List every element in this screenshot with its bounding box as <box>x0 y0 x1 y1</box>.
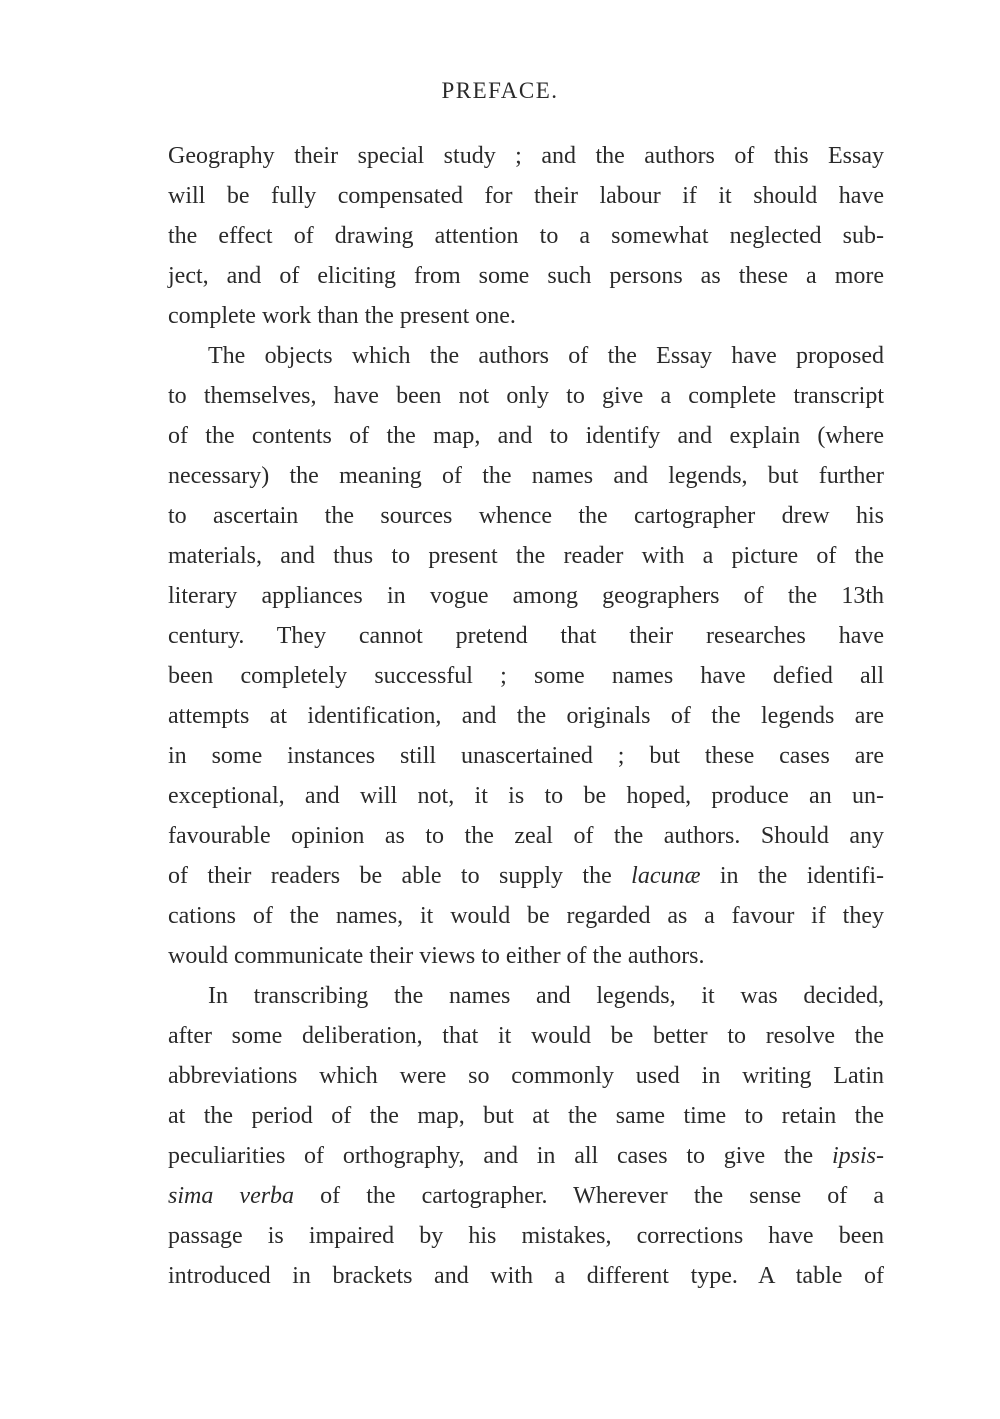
text-line: cations of the names, it would be regarded as a favour if they <box>168 903 884 929</box>
text-line: century. They cannot pretend that their researches have <box>168 623 884 649</box>
text-line: of the contents of the map, and to identify and explain (where <box>168 423 884 449</box>
text-line: introduced in brackets and with a different type. A table of <box>168 1263 884 1289</box>
text-line: complete work than the present one. <box>168 303 516 329</box>
text-line: would communicate their views to either of the authors. <box>168 943 705 969</box>
text-line: exceptional, and will not, it is to be hoped, produce an un- <box>168 783 884 809</box>
text-line: to ascertain the sources whence the cartographer drew his <box>168 503 884 529</box>
text-line: attempts at identification, and the originals of the legends are <box>168 703 884 729</box>
text-line: of their readers be able to supply the lacunæ in the identifi- <box>168 863 885 889</box>
text-line: abbreviations which were so commonly used in writing Latin <box>168 1063 884 1089</box>
text-line: at the period of the map, but at the same time to retain the <box>168 1103 884 1129</box>
text-line: necessary) the meaning of the names and legends, but further <box>168 463 884 489</box>
paragraph-1 <box>168 136 884 336</box>
text-line: the effect of drawing attention to a somewhat neglected sub- <box>168 223 884 249</box>
text-line: passage is impaired by his mistakes, corrections have been <box>168 1223 884 1249</box>
text-line: sima verba of the cartographer. Wherever the sense of a <box>168 1183 884 1209</box>
paragraph-2 <box>168 336 884 976</box>
text-line: been completely successful ; some names have defied all <box>168 663 884 689</box>
text-line: to themselves, have been not only to give a complete transcript <box>168 383 884 409</box>
running-head-title: PREFACE. <box>441 78 559 103</box>
text-line: The objects which the authors of the Essay have proposed <box>208 343 884 369</box>
text-line: peculiarities of orthography, and in all cases to give the ipsis- <box>168 1143 884 1169</box>
text-line: in some instances still unascertained ; but these cases are <box>168 743 884 769</box>
text-line: In transcribing the names and legends, it was decided, <box>208 983 884 1009</box>
text-line: ject, and of eliciting from some such persons as these a more <box>168 263 884 289</box>
text-line: materials, and thus to present the reader with a picture of the <box>168 543 884 569</box>
text-line: Geography their special study ; and the authors of this Essay <box>168 143 884 169</box>
paragraph-3 <box>168 976 884 1296</box>
text-line: literary appliances in vogue among geographers of the 13th <box>168 583 884 609</box>
text-line: will be fully compensated for their labour if it should have <box>168 183 884 209</box>
body-text <box>168 136 884 1296</box>
text-line: favourable opinion as to the zeal of the authors. Should any <box>168 823 884 849</box>
text-line: after some deliberation, that it would be better to resolve the <box>168 1023 884 1049</box>
